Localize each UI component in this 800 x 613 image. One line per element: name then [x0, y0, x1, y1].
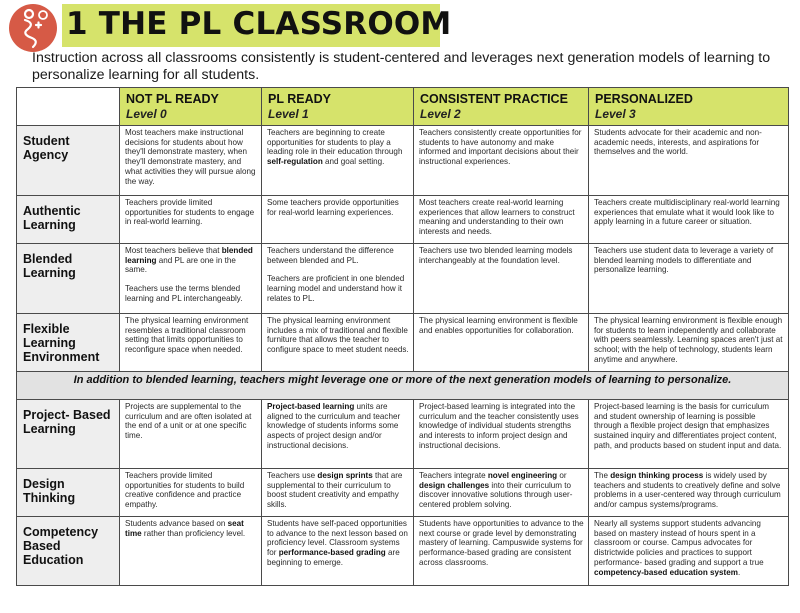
row-competency-based-education — [17, 517, 789, 586]
rubric-cell: The physical learning environment resembles a traditional classroom setting that limits opportunities to reconfigure space when needed. — [120, 314, 262, 372]
rubric-cell: Nearly all systems support students advancing based on mastery instead of hours spent in a classroom or course. Campus advocates for districtwide policies and practices to support performance- based grading and support a true competency-based education system. — [589, 517, 789, 586]
next-gen-models-banner: In addition to blended learning, teachers might leverage one or more of the next generation models of learning to personalize. — [17, 372, 789, 400]
column-header-level-2: CONSISTENT PRACTICE Level 2 — [414, 88, 589, 126]
row-header: Blended Learning — [17, 244, 120, 314]
rubric-cell: Most teachers believe that blended learning and PL are one in the same. Teachers use the terms blended learning and PL interchangeably. — [120, 244, 262, 314]
rubric-cell: Teachers use design sprints that are supplemental to their curriculum to boost student creativity and empathy skills. — [262, 469, 414, 517]
rubric-cell: Most teachers create real-world learning experiences that allow learners to construct meaning and understanding to their own interests and needs. — [414, 196, 589, 244]
rubric-cell: Teachers understand the difference between blended and PL. Teachers are proficient in one blended learning model and understand how it relates to PL. — [262, 244, 414, 314]
column-header-level-1: PL READY Level 1 — [262, 88, 414, 126]
row-student-agency — [17, 126, 789, 196]
rubric-cell: Students have opportunities to advance to the next course or grade level by demonstrating mastery of learning. Campuswide systems for performance-based grading are consistent across classrooms. — [414, 517, 589, 586]
rubric-cell: Teachers integrate novel engineering or design challenges into their curriculum to discover innovative solutions through user-centered problem solving. — [414, 469, 589, 517]
column-header-level-0: NOT PL READY Level 0 — [120, 88, 262, 126]
rubric-cell: Teachers provide limited opportunities for students to engage in real-world learning. — [120, 196, 262, 244]
rubric-cell: Project-based learning is the basis for curriculum and student ownership of learning is possible through a flexible project design that emphasizes sustained inquiry and differentiates project content, path, and products based on student input and data. — [589, 400, 789, 469]
rubric-cell: Most teachers make instructional decisions for students about how they'll demonstrate mastery, when they'll demonstrate mastery, and what activities they will pursue along the way. — [120, 126, 262, 196]
row-authentic-learning — [17, 196, 789, 244]
header-row — [17, 88, 789, 126]
rubric-cell: Teachers create multidisciplinary real-world learning experiences that emulate what it would look like to apply learning in a future career or situation. — [589, 196, 789, 244]
rubric-cell: Project-based learning units are aligned to the curriculum and teacher knowledge of students informs some aspects of project design and/or instructional decisions. — [262, 400, 414, 469]
corner-cell — [17, 88, 120, 126]
row-flexible-learning-environment — [17, 314, 789, 372]
rubric-cell: Teachers consistently create opportunities for students to have autonomy and make informed and important decisions about their instructional experiences. — [414, 126, 589, 196]
row-header: Flexible Learning Environment — [17, 314, 120, 372]
row-blended-learning — [17, 244, 789, 314]
pl-person-gear-logo-icon — [8, 3, 58, 53]
column-header-level-3: PERSONALIZED Level 3 — [589, 88, 789, 126]
row-header: Project- Based Learning — [17, 400, 120, 469]
rubric-cell: The physical learning environment is flexible and enables opportunities for collaboration. — [414, 314, 589, 372]
rubric-cell: Teachers use student data to leverage a variety of blended learning models to differentiate and personalize learning. — [589, 244, 789, 314]
page-subtitle: Instruction across all classrooms consistently is student-centered and leverages next generation models of learning to personalize learning for all students. — [32, 50, 771, 83]
row-header: Student Agency — [17, 126, 120, 196]
rubric-cell: Students advance based on seat time rather than proficiency level. — [120, 517, 262, 586]
rubric-cell: Students have self-paced opportunities to advance to the next lesson based on proficiency level. Classroom systems for performance-based grading are beginning to emerge. — [262, 517, 414, 586]
rubric-cell: Teachers provide limited opportunities for students to build creative confidence and practice empathy. — [120, 469, 262, 517]
rubric-cell: The physical learning environment includes a mix of traditional and flexible furniture that allows the teacher to configure space to meet student needs. — [262, 314, 414, 372]
rubric-cell: Students advocate for their academic and non-academic needs, interests, and aspirations for themselves and the world. — [589, 126, 789, 196]
row-project-based-learning — [17, 400, 789, 469]
rubric-cell: Projects are supplemental to the curriculum and are often isolated at the end of a unit or at one specific time. — [120, 400, 262, 469]
rubric-cell: Teachers use two blended learning models interchangeably at the foundation level. — [414, 244, 589, 314]
banner-row — [17, 372, 789, 400]
page-title: 1 THE PL CLASSROOM — [66, 6, 452, 42]
rubric-cell: Project-based learning is integrated into the curriculum and the teacher consistently uses knowledge of individual students strengths and interests to inform project design and instructional decisions. — [414, 400, 589, 469]
row-header: Competency Based Education — [17, 517, 120, 586]
row-design-thinking — [17, 469, 789, 517]
rubric-cell: Some teachers provide opportunities for real-world learning experiences. — [262, 196, 414, 244]
rubric-table — [16, 87, 789, 586]
rubric-cell: The physical learning environment is flexible enough for students to learn independently and collaborate with peers seamlessly. Learning spaces aren't just at school; with the help of technology, students learn anytime and anywhere. — [589, 314, 789, 372]
rubric-cell: The design thinking process is widely used by teachers and students to creatively define and solve problems in a user-centered way through curriculum and/or campus systems/programs. — [589, 469, 789, 517]
row-header: Authentic Learning — [17, 196, 120, 244]
rubric-cell: Teachers are beginning to create opportunities for students to play a leading role in their education through self-regulation and goal setting. — [262, 126, 414, 196]
row-header: Design Thinking — [17, 469, 120, 517]
